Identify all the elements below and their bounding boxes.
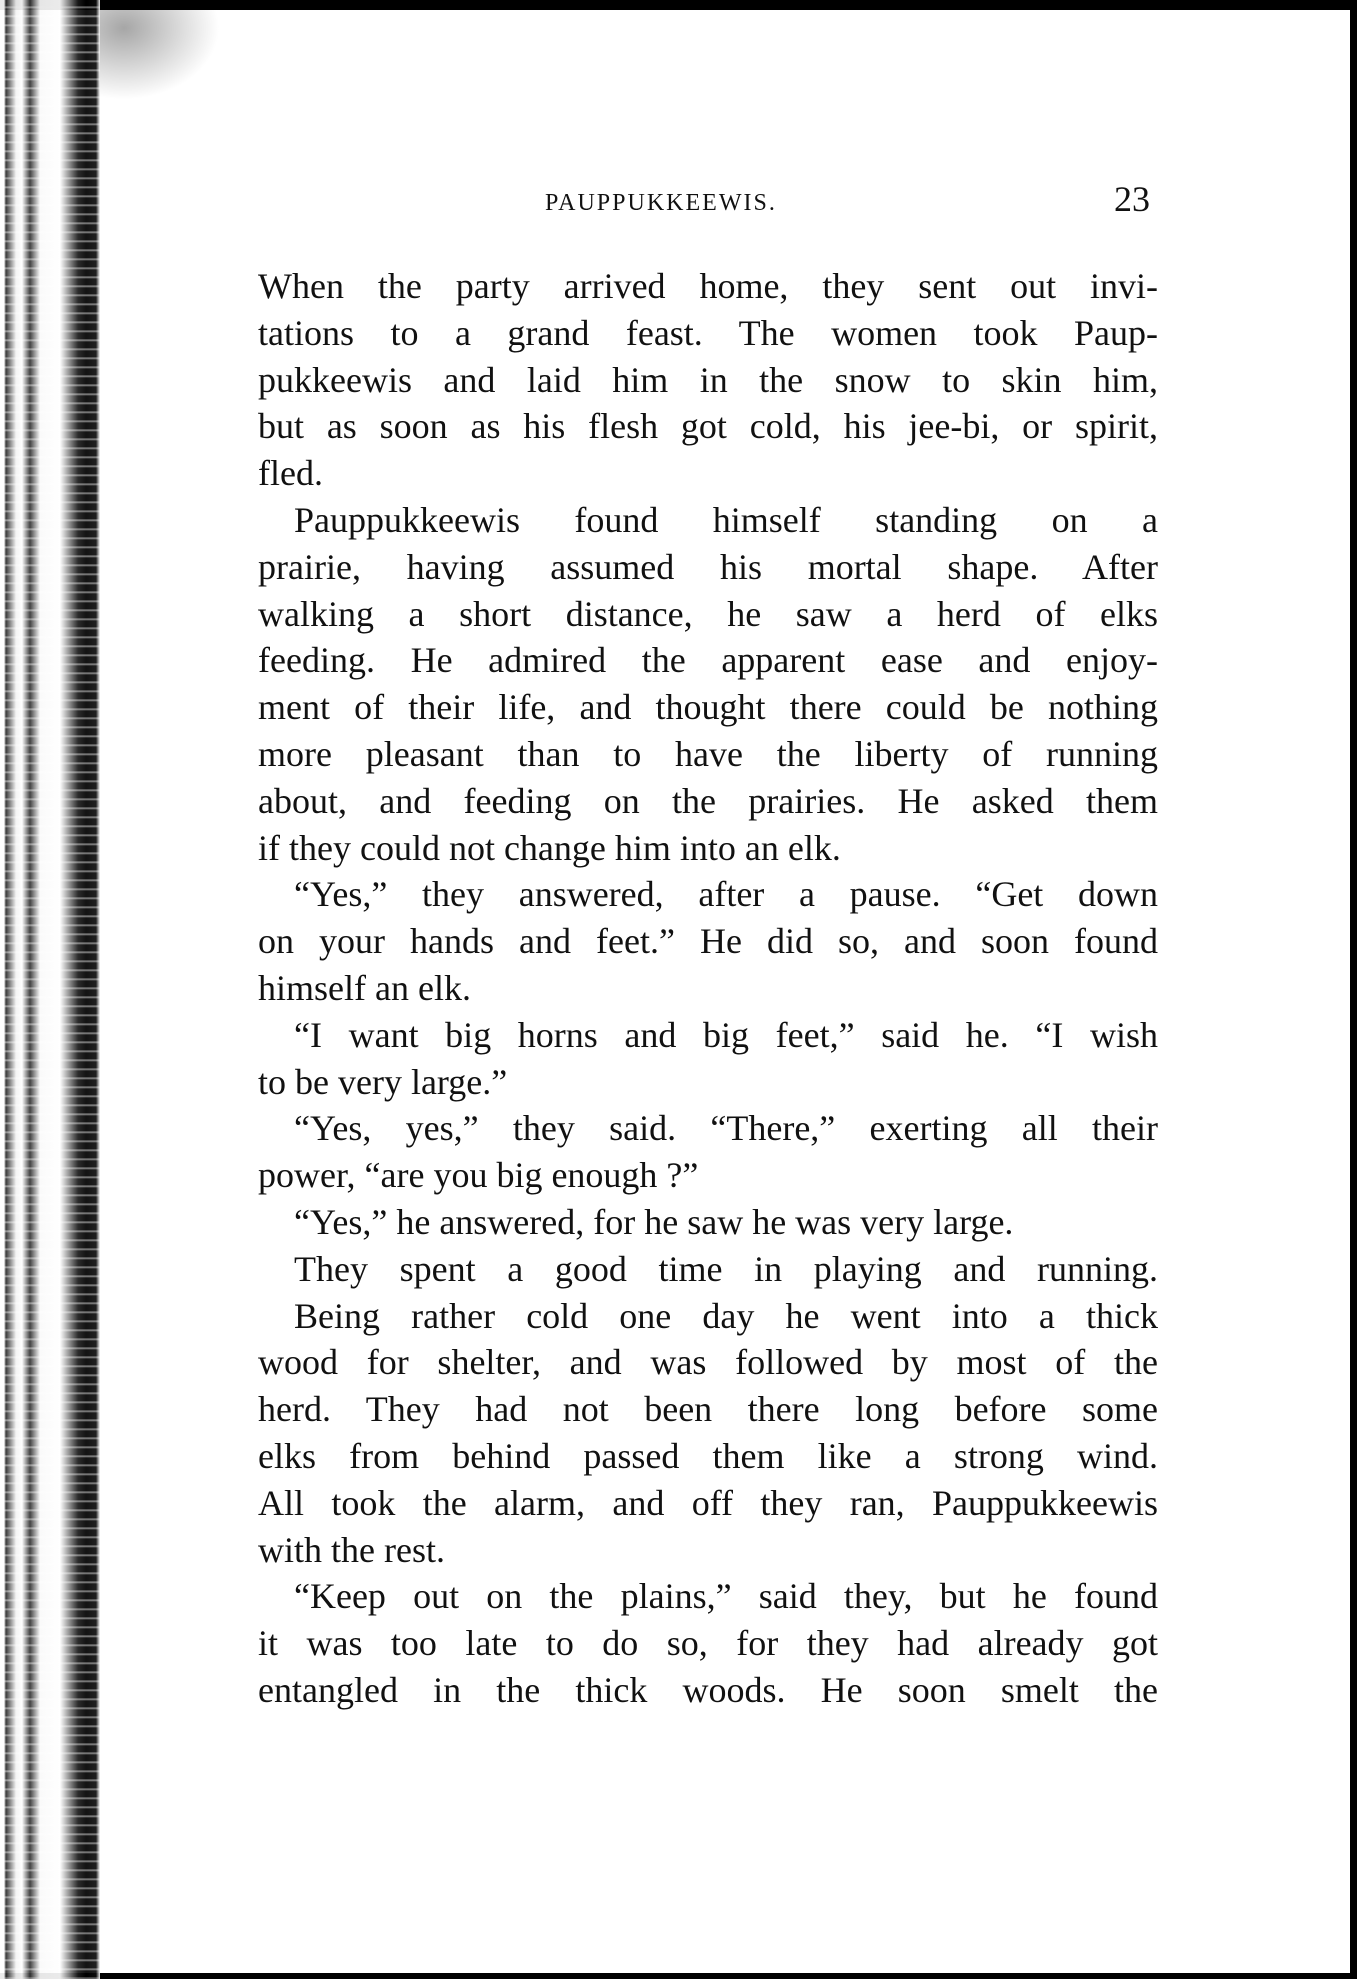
text-line: walking a short distance, he saw a herd of elks — [258, 593, 1158, 634]
text-line: “Keep out on the plains,” said they, but he found — [294, 1576, 1158, 1617]
running-head: PAUPPUKKEEWIS. — [545, 190, 777, 216]
text-line: herd. They had not been there long before some — [258, 1389, 1158, 1430]
text-line: to be very large.” — [258, 1061, 508, 1102]
text-line: tations to a grand feast. The women took Paup- — [258, 312, 1158, 353]
text-line: pukkeewis and laid him in the snow to skin him, — [258, 359, 1158, 400]
text-line: “I want big horns and big feet,” said he. “I wish — [294, 1014, 1158, 1055]
text-line: Being rather cold one day he went into a thick — [294, 1295, 1158, 1336]
text-line: feeding. He admired the apparent ease and enjoy- — [258, 640, 1158, 681]
text-line: All took the alarm, and off they ran, Pauppukkeewis — [258, 1482, 1158, 1523]
page-header — [260, 178, 1150, 228]
text-line: “Yes,” he answered, for he saw he was very large. — [294, 1201, 1014, 1242]
page-number: 23 — [1114, 179, 1150, 219]
text-line: on your hands and feet.” He did so, and soon found — [258, 921, 1158, 962]
text-line: himself an elk. — [258, 967, 471, 1008]
text-line: They spent a good time in playing and running. — [294, 1248, 1158, 1289]
text-line: ment of their life, and thought there could be nothing — [258, 687, 1158, 728]
text-line: fled. — [258, 453, 323, 494]
text-line: “Yes, yes,” they said. “There,” exerting all their — [294, 1108, 1158, 1149]
text-line: Pauppukkeewis found himself standing on a — [294, 499, 1158, 540]
text-line: if they could not change him into an elk. — [258, 827, 841, 868]
text-line: but as soon as his flesh got cold, his jee-bi, or spirit, — [258, 406, 1158, 447]
text-line: entangled in the thick woods. He soon smelt the — [258, 1669, 1158, 1710]
book-gutter-edge — [0, 0, 100, 1979]
text-line: elks from behind passed them like a strong wind. — [258, 1435, 1158, 1476]
text-line: more pleasant than to have the liberty of running — [258, 733, 1158, 774]
scan-border-bottom — [0, 1973, 1357, 1979]
text-line: When the party arrived home, they sent out invi- — [258, 266, 1158, 306]
text-line: with the rest. — [258, 1529, 445, 1570]
text-line: about, and feeding on the prairies. He asked them — [258, 780, 1158, 821]
body-text — [258, 263, 1158, 1714]
text-line: power, “are you big enough ?” — [258, 1155, 699, 1196]
scan-border-top — [0, 0, 1357, 10]
scan-smudge — [100, 10, 220, 100]
text-line: it was too late to do so, for they had already got — [258, 1623, 1158, 1664]
scan-border-right — [1350, 0, 1357, 1979]
text-line: prairie, having assumed his mortal shape. After — [258, 546, 1158, 587]
text-line: wood for shelter, and was followed by most of the — [258, 1342, 1158, 1383]
text-line: “Yes,” they answered, after a pause. “Get down — [294, 874, 1158, 915]
